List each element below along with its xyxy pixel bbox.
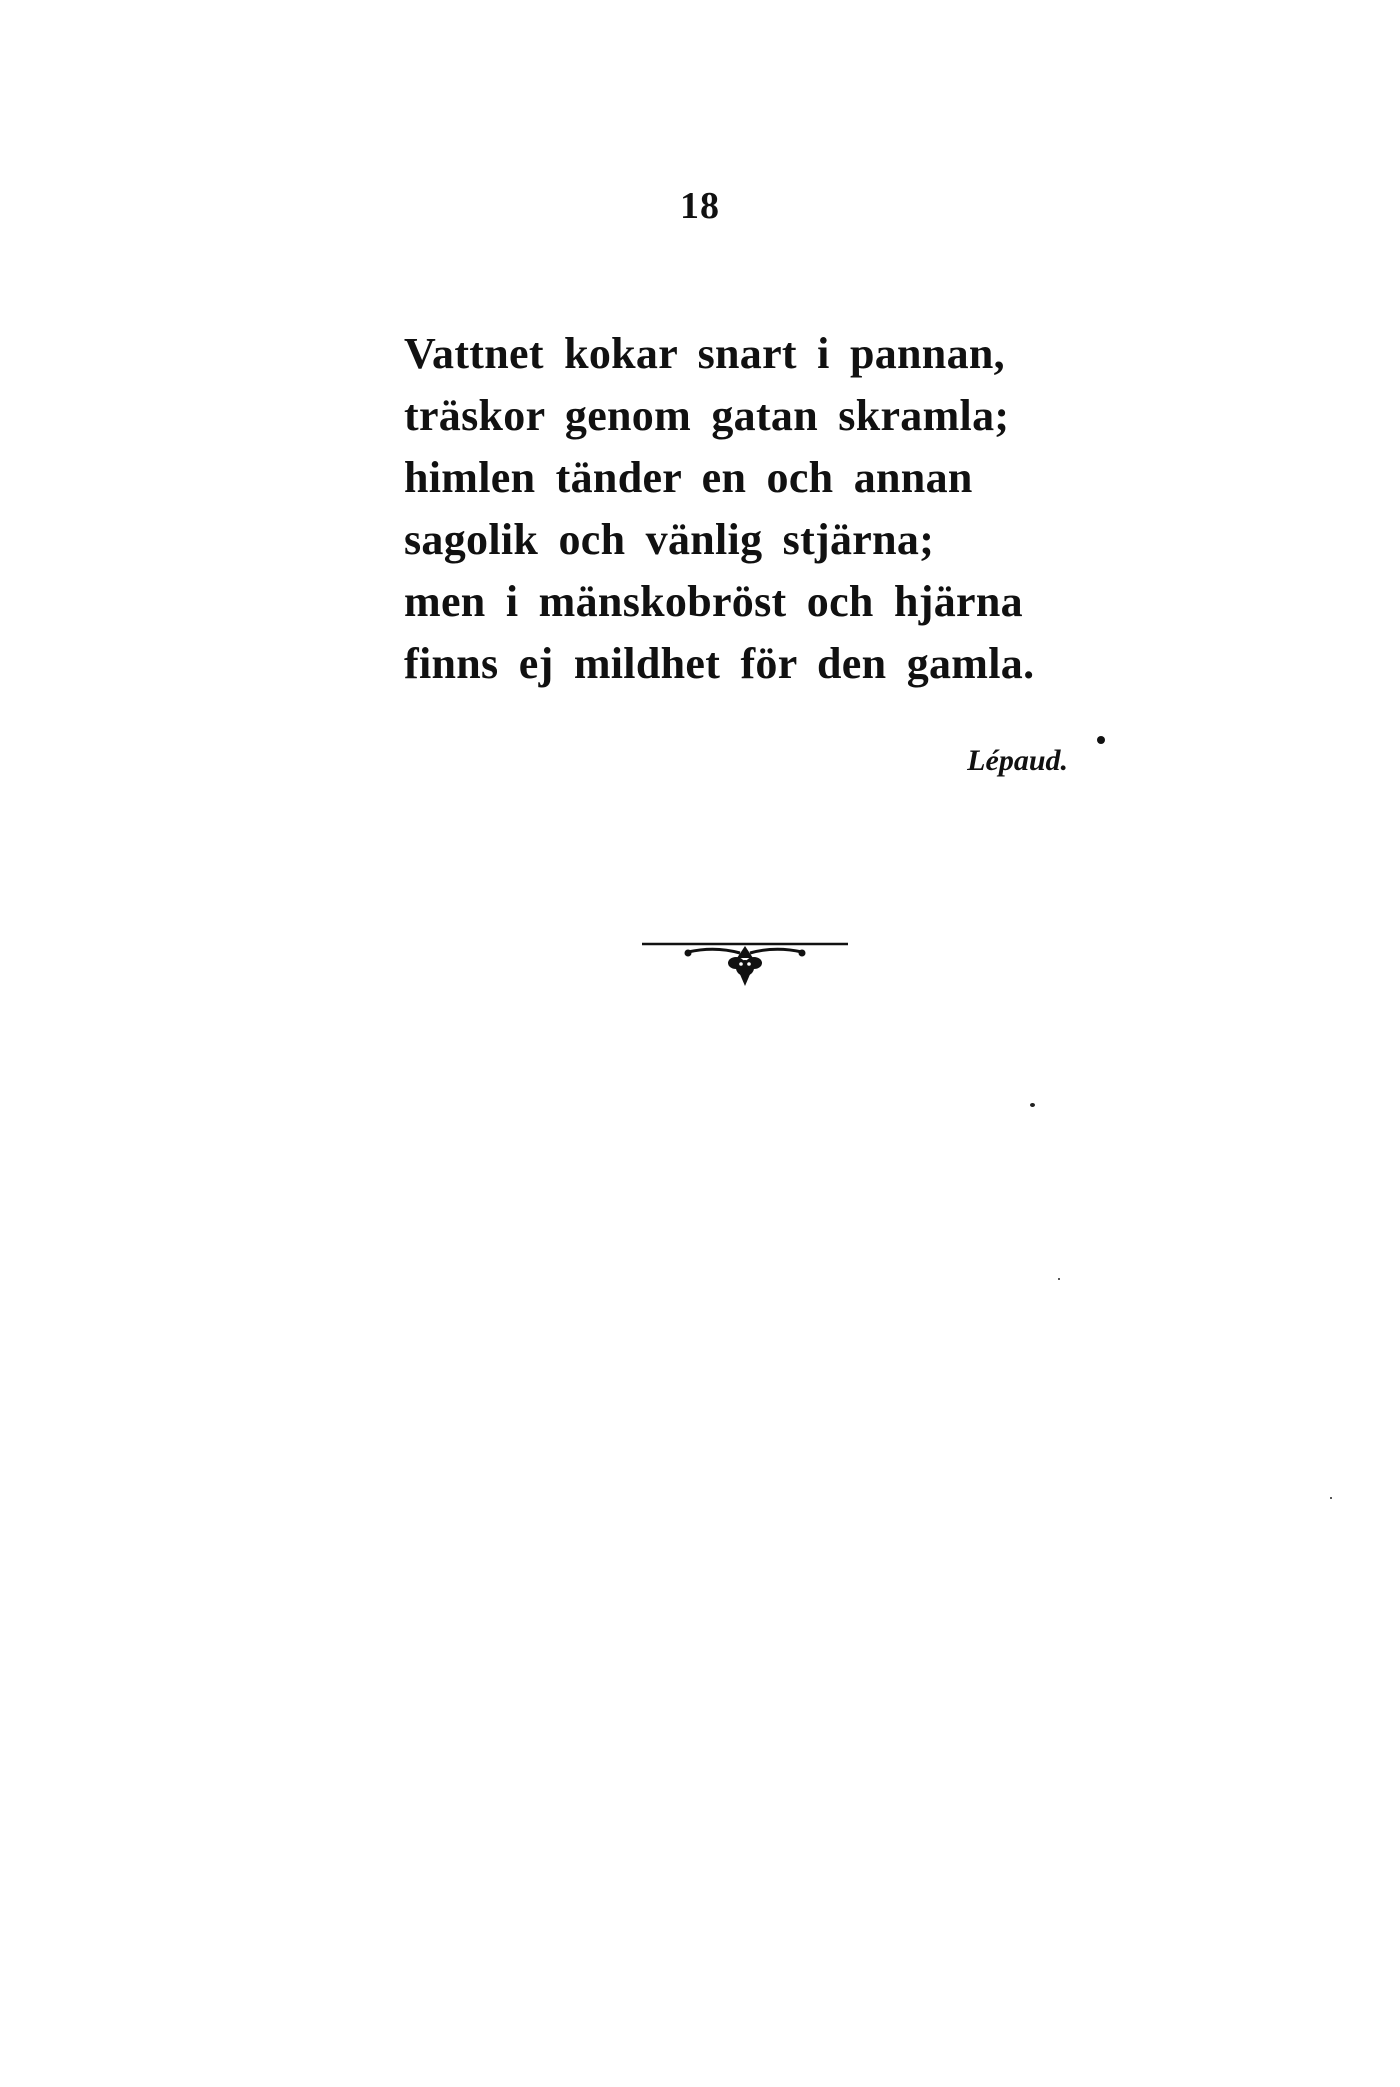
author-signature: Lépaud. [967, 744, 1068, 777]
poem-stanza [404, 323, 1104, 695]
poem-line: Vattnet kokar snart i pannan, [404, 329, 1005, 378]
ink-speck [1330, 1497, 1332, 1499]
poem-line: men i mänskobröst och hjärna [404, 577, 1023, 626]
poem-line: finns ej mildhet för den gamla. [404, 639, 1035, 688]
ink-speck [1058, 1278, 1060, 1280]
fleuron-ornament-icon [640, 926, 850, 996]
poem-line: himlen tänder en och annan [404, 453, 973, 502]
ink-speck [1097, 736, 1105, 744]
poem-line: sagolik och vänlig stjärna; [404, 515, 935, 564]
ink-speck [1030, 1103, 1035, 1107]
poem-line: träskor genom gatan skramla; [404, 391, 1010, 440]
page-number: 18 [680, 185, 720, 227]
